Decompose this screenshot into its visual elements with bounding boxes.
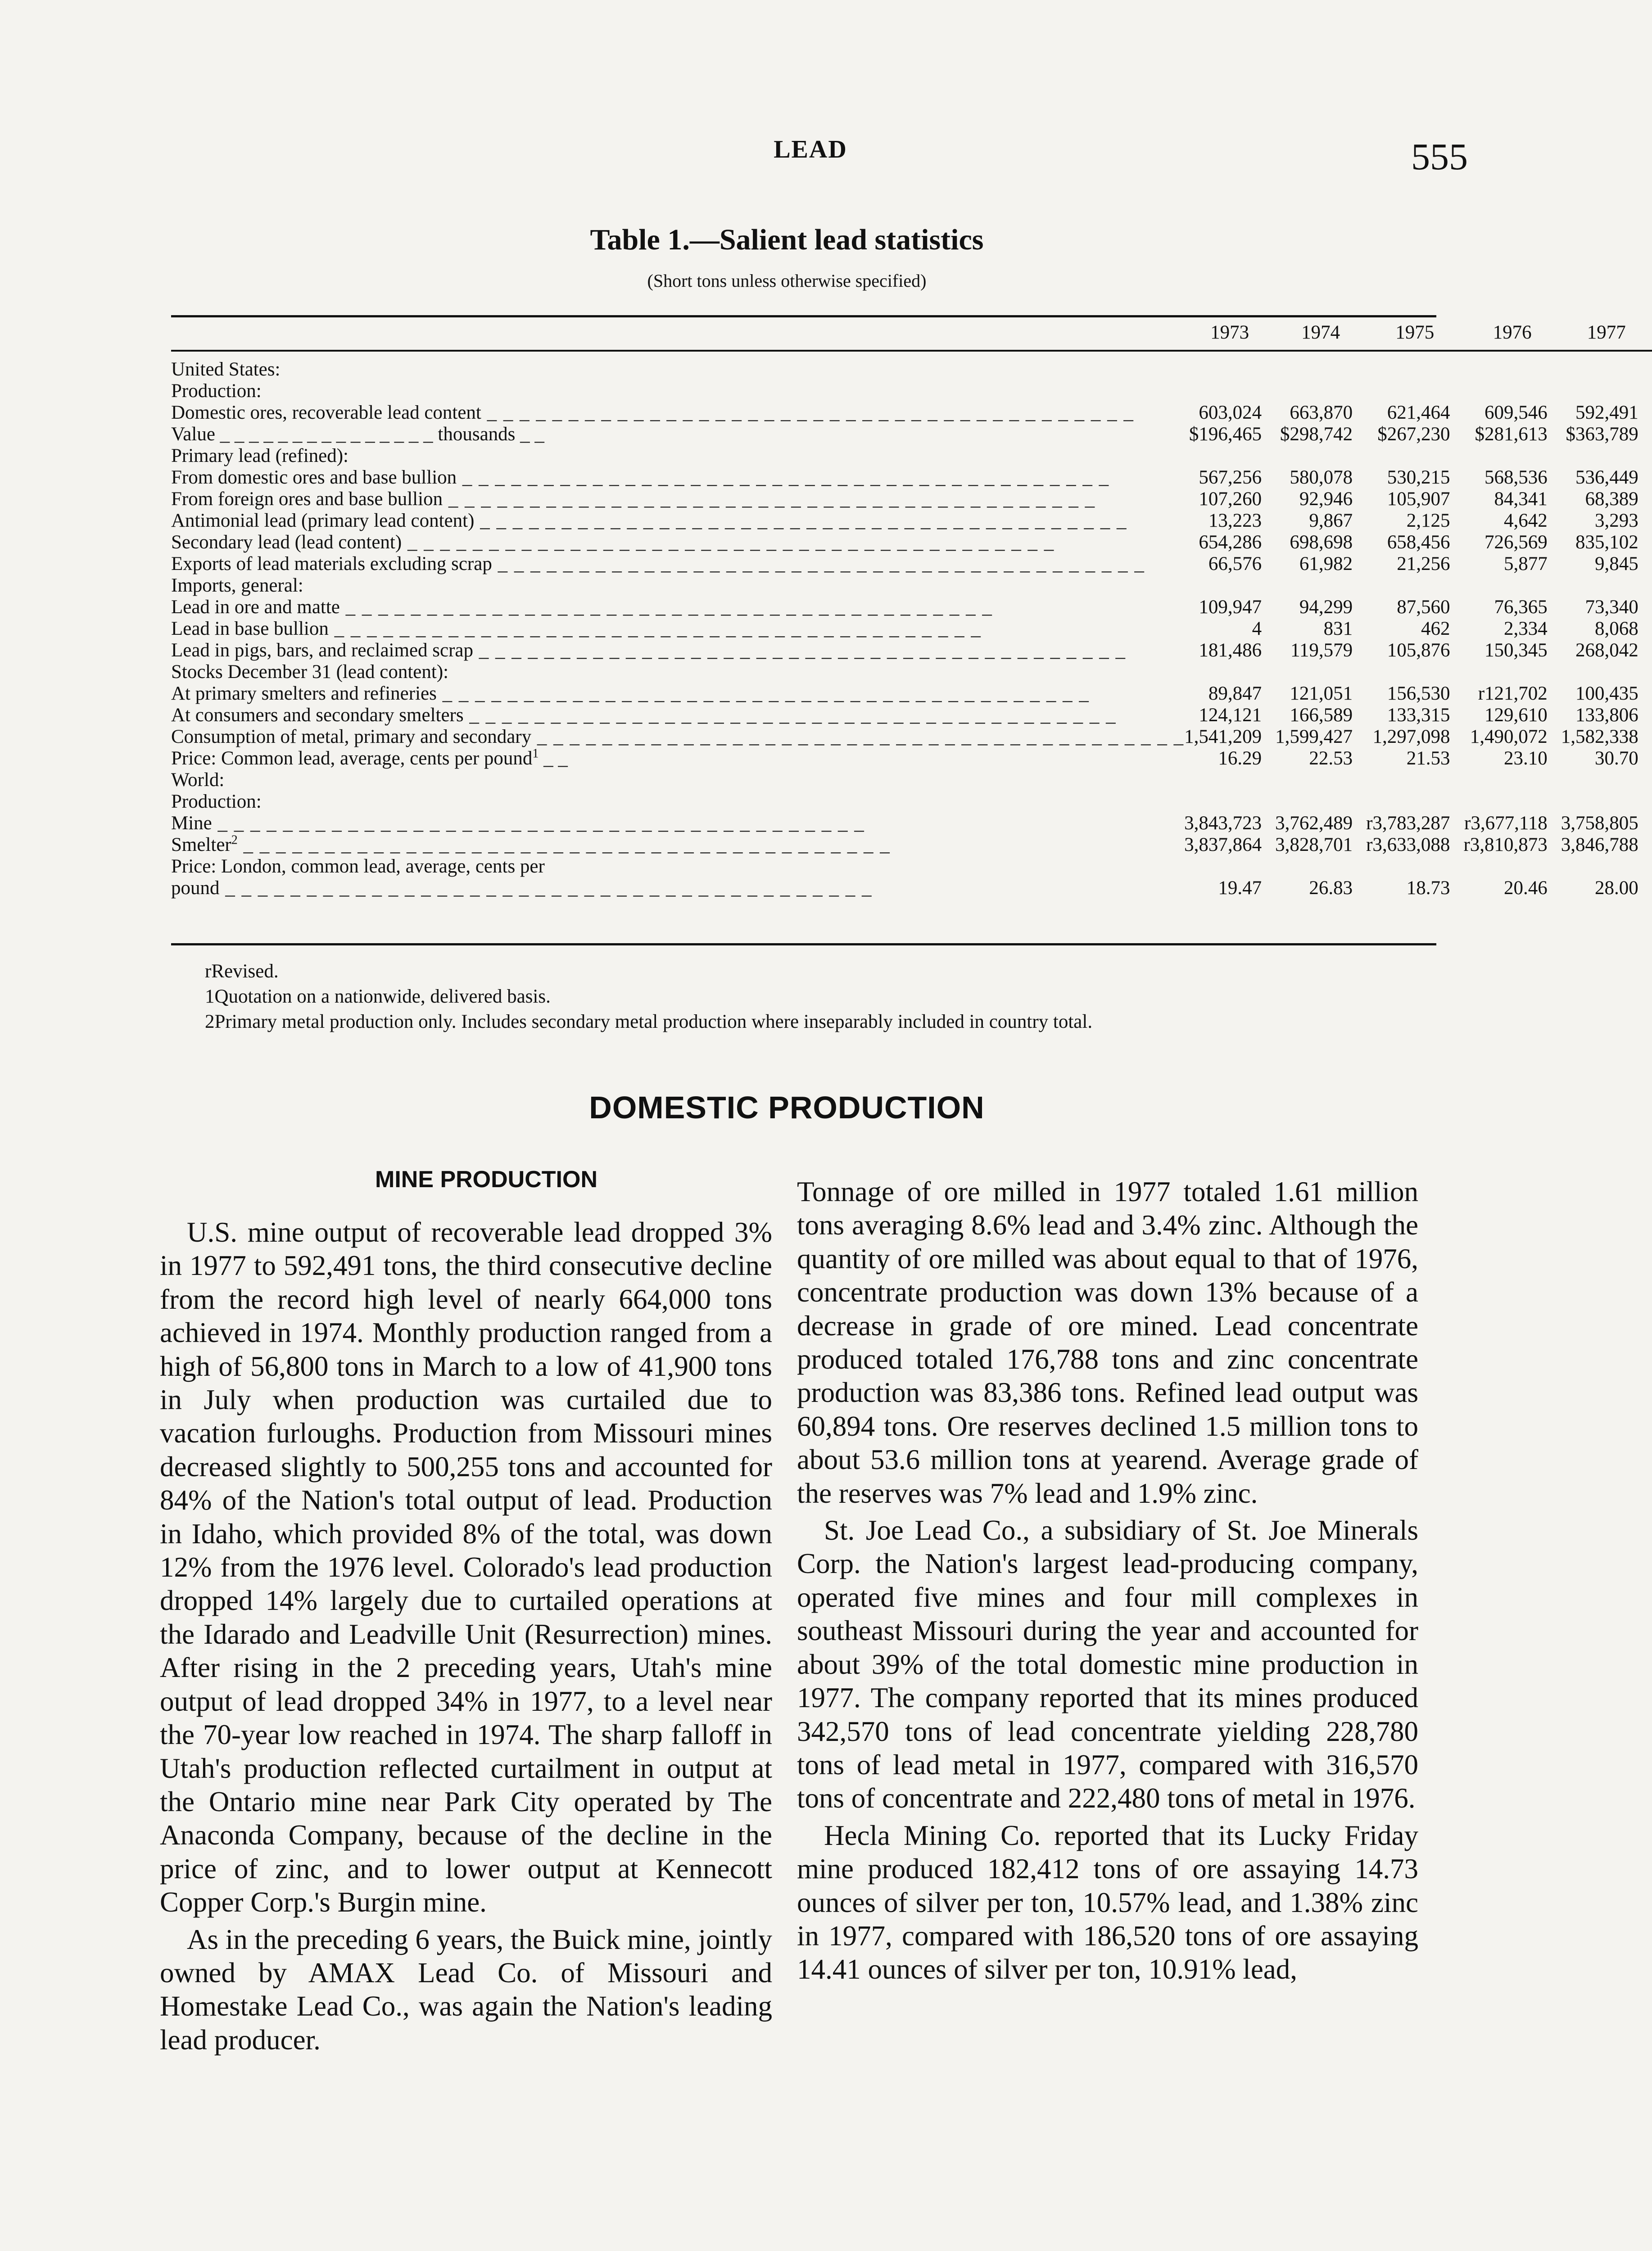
cell: 94,299 — [1299, 597, 1353, 618]
cell: 133,315 — [1387, 705, 1450, 726]
cell: 121,051 — [1290, 683, 1353, 704]
table-title: Table 1.—Salient lead statistics — [590, 223, 984, 256]
cell: 100,435 — [1575, 683, 1638, 704]
table-row — [171, 813, 1652, 834]
table-subtitle: (Short tons unless otherwise specified) — [647, 271, 927, 291]
cell: 9,845 — [1595, 553, 1638, 574]
cell: 19.47 — [1218, 877, 1262, 899]
table-row — [171, 726, 1652, 748]
table-row — [171, 597, 1652, 618]
cell: 73,340 — [1585, 597, 1638, 618]
cell: 1,297,098 — [1372, 726, 1450, 747]
cell: 1,490,072 — [1470, 726, 1548, 747]
year-header: 1973 — [1184, 317, 1275, 351]
cell: 3,758,805 — [1561, 813, 1638, 834]
row-label: Exports of lead materials excluding scrap _ _ _ — [171, 553, 1184, 575]
table-footnotes — [205, 959, 1466, 1035]
cell: 4 — [1252, 618, 1262, 639]
table-row — [171, 705, 1652, 726]
cell: 26.83 — [1309, 877, 1353, 899]
row-label: At primary smelters and refineries _ _ _ — [171, 683, 1184, 705]
cell: 5,877 — [1504, 553, 1548, 574]
cell: r3,810,873 — [1463, 834, 1548, 855]
cell: r121,702 — [1478, 683, 1548, 704]
cell: 92,946 — [1299, 488, 1353, 510]
cell: r3,633,088 — [1366, 834, 1450, 855]
table-bottom-rule — [171, 943, 1436, 945]
running-header: LEAD — [774, 136, 847, 163]
cell: 658,456 — [1387, 532, 1450, 553]
row-label: Lead in base bullion _ _ _ — [171, 618, 1184, 640]
year-header: 1976 — [1463, 317, 1561, 351]
cell: r3,677,118 — [1464, 813, 1548, 834]
cell: r3,783,287 — [1366, 813, 1450, 834]
cell: 726,569 — [1485, 532, 1548, 553]
paragraph: U.S. mine output of recoverable lead dropped 3% in 1977 to 592,491 tons, the third consecutive decline from the record high level of nearly 664,000 tons achieved in 1974. Monthly production ranged from a high of 56,800 tons in March to a low of 41,900 tons in July when production was curtailed due to vacation furloughs. Production from Missouri mines decreased slightly to 500,255 tons and accounted for 84% of the Nation's total output of lead. Production in Idaho, which provided 8% of the total, was down 12% from the 1976 level. Colorado's lead production dropped 14% largely due to curtailed operations at the Idarado and Leadville Unit (Resurrection) mines. After rising in the 2 preceding years, Utah's mine output of lead dropped 34% in 1977, to a level near the 70-year low reached in 1974. The sharp falloff in Utah's production reflected curtailment in output at the Ontario mine near Park City operated by The Anaconda Company, because of the decline in the price of zinc, and to lower output at Kennecott Copper Corp.'s Burgin mine. — [160, 1216, 772, 1918]
cell: 156,530 — [1387, 683, 1450, 704]
year-header: 1977 — [1561, 317, 1652, 351]
cell: $281,613 — [1475, 424, 1548, 445]
cell: 109,947 — [1199, 597, 1262, 618]
table-row — [171, 380, 1652, 402]
page-number: 555 — [1411, 136, 1468, 178]
cell: 2,334 — [1504, 618, 1548, 639]
table-row — [171, 553, 1652, 575]
table-row — [171, 683, 1652, 705]
table-row — [171, 510, 1652, 532]
footnote-1: 1Quotation on a nationwide, delivered basis. — [205, 986, 551, 1007]
row-label: United States: — [171, 359, 281, 380]
cell: 23.10 — [1504, 748, 1548, 769]
cell: 609,546 — [1485, 402, 1548, 423]
salient-statistics-table — [171, 317, 1652, 899]
cell: 166,589 — [1290, 705, 1353, 726]
row-label: World: — [171, 769, 225, 791]
cell: 16.29 — [1218, 748, 1262, 769]
year-header: 1974 — [1275, 317, 1366, 351]
cell: 530,215 — [1387, 467, 1450, 488]
cell: 3,837,864 — [1184, 834, 1262, 855]
table-row — [171, 856, 1652, 877]
cell: 603,024 — [1199, 402, 1262, 423]
table-row — [171, 877, 1652, 899]
cell: 654,286 — [1199, 532, 1262, 553]
sub-heading: MINE PRODUCTION — [375, 1166, 597, 1193]
cell: 3,846,788 — [1561, 834, 1638, 855]
cell: 592,491 — [1575, 402, 1638, 423]
cell: 3,762,489 — [1275, 813, 1353, 834]
table-row — [171, 748, 1652, 769]
cell: 268,042 — [1575, 640, 1638, 661]
row-label: Smelter$^2$ _ _ _ — [171, 834, 1184, 856]
table-row — [171, 618, 1652, 640]
table-row — [171, 467, 1652, 488]
cell: 124,121 — [1199, 705, 1262, 726]
cell: 4,642 — [1504, 510, 1548, 531]
cell: 580,078 — [1290, 467, 1353, 488]
header-label-cell — [171, 317, 1184, 351]
cell: 3,843,723 — [1184, 813, 1262, 834]
row-label: Lead in ore and matte _ _ _ — [171, 597, 1184, 618]
cell: 28.00 — [1595, 877, 1638, 899]
cell: 462 — [1421, 618, 1450, 639]
row-label: Primary lead (refined): — [171, 445, 349, 466]
cell: 119,579 — [1290, 640, 1353, 661]
cell: $267,230 — [1377, 424, 1450, 445]
table-row — [171, 424, 1652, 445]
row-label: Production: — [171, 791, 262, 812]
table-row — [171, 532, 1652, 553]
table-row — [171, 640, 1652, 661]
cell: $298,742 — [1280, 424, 1353, 445]
cell: 105,907 — [1387, 488, 1450, 510]
cell: 133,806 — [1575, 705, 1638, 726]
cell: 89,847 — [1208, 683, 1262, 704]
table-row — [171, 769, 1652, 791]
cell: 66,576 — [1208, 553, 1262, 574]
cell: $196,465 — [1189, 424, 1262, 445]
paragraph: St. Joe Lead Co., a subsidiary of St. Joe Minerals Corp. the Nation's largest lead-producing company, operated five mines and four mill complexes in southeast Missouri during the year and accounted for about 39% of the total domestic mine production in 1977. The company reported that its mines produced 342,570 tons of lead concentrate yielding 228,780 tons of lead metal in 1977, compared with 316,570 tons of concentrate and 222,480 tons of metal in 1976. — [797, 1514, 1418, 1814]
cell: 3,828,701 — [1275, 834, 1353, 855]
table-row — [171, 359, 1652, 380]
row-label: Price: Common lead, average, cents per pound$^1$ _ _ — [171, 746, 568, 769]
cell: 1,582,338 — [1561, 726, 1638, 747]
row-label: Domestic ores, recoverable lead content _ _ _ — [171, 402, 1184, 424]
row-label: Production: — [171, 380, 262, 402]
cell: 61,982 — [1299, 553, 1353, 574]
cell: 30.70 — [1595, 748, 1638, 769]
row-label: pound _ _ _ — [171, 877, 1184, 899]
row-label: Imports, general: — [171, 575, 303, 596]
cell: 9,867 — [1309, 510, 1353, 531]
table-row — [171, 791, 1652, 813]
cell: 18.73 — [1406, 877, 1450, 899]
row-label: Lead in pigs, bars, and reclaimed scrap _ _ _ — [171, 640, 1184, 661]
cell: 107,260 — [1199, 488, 1262, 510]
cell: 831 — [1323, 618, 1353, 639]
cell: 105,876 — [1387, 640, 1450, 661]
cell: 835,102 — [1575, 532, 1638, 553]
table-row — [171, 575, 1652, 597]
cell: 567,256 — [1199, 467, 1262, 488]
row-label: Price: London, common lead, average, cents per — [171, 856, 545, 877]
cell: 698,698 — [1290, 532, 1353, 553]
cell: 68,389 — [1585, 488, 1638, 510]
table-row — [171, 445, 1652, 467]
cell: 568,536 — [1485, 467, 1548, 488]
cell: 181,486 — [1199, 640, 1262, 661]
left-column — [160, 1216, 772, 2060]
paragraph: As in the preceding 6 years, the Buick mine, jointly owned by AMAX Lead Co. of Missouri and Homestake Lead Co., was again the Nation's leading lead producer. — [160, 1923, 772, 2056]
cell: 150,345 — [1485, 640, 1548, 661]
cell: 21.53 — [1406, 748, 1450, 769]
cell: 3,293 — [1595, 510, 1638, 531]
row-label: Secondary lead (lead content) _ _ _ — [171, 532, 1184, 553]
cell: 536,449 — [1575, 467, 1638, 488]
paragraph: Hecla Mining Co. reported that its Lucky Friday mine produced 182,412 tons of ore assaying 14.73 ounces of silver per ton, 10.57% lead, and 1.38% zinc in 1977, compared with 186,520 tons of ore assaying 14.41 ounces of silver per ton, 10.91% lead, — [797, 1819, 1418, 1985]
cell: 76,365 — [1494, 597, 1548, 618]
cell: 20.46 — [1504, 877, 1548, 899]
footnote-2: 2Primary metal production only. Includes secondary metal production where inseparably included in country total. — [205, 1011, 1093, 1032]
table-row — [171, 834, 1652, 856]
section-heading: DOMESTIC PRODUCTION — [589, 1090, 985, 1125]
cell: 87,560 — [1397, 597, 1450, 618]
cell: 663,870 — [1290, 402, 1353, 423]
row-label: Mine _ _ _ — [171, 813, 1184, 834]
cell: 129,610 — [1485, 705, 1548, 726]
row-label: From domestic ores and base bullion _ _ _ — [171, 467, 1184, 488]
cell: 21,256 — [1397, 553, 1450, 574]
table-row — [171, 402, 1652, 424]
table-header-row — [171, 317, 1652, 351]
cell: 8,068 — [1595, 618, 1638, 639]
row-label: Consumption of metal, primary and secondary _ _ _ — [171, 726, 1184, 748]
row-label: From foreign ores and base bullion _ _ _ — [171, 488, 1184, 510]
row-label: At consumers and secondary smelters _ _ _ — [171, 705, 1184, 726]
year-header: 1975 — [1366, 317, 1463, 351]
cell: 1,541,209 — [1184, 726, 1262, 747]
table-row — [171, 661, 1652, 683]
cell: $363,789 — [1566, 424, 1638, 445]
cell: 13,223 — [1208, 510, 1262, 531]
paragraph: Tonnage of ore milled in 1977 totaled 1.61 million tons averaging 8.6% lead and 3.4% zinc. Although the quantity of ore milled was about equal to that of 1976, concentrate production was down 13% because of a decrease in grade of ore mined. Lead concentrate produced totaled 176,788 tons and zinc concentrate production was 83,386 tons. Refined lead output was 60,894 tons. Ore reserves declined 1.5 million tons to about 53.6 million tons at yearend. Average grade of the reserves was 7% lead and 1.9% zinc. — [797, 1176, 1418, 1509]
footnote-revised: rRevised. — [205, 961, 279, 982]
row-label: Value _ _ _ _ _ _ _ _ _ _ _ _ _ _ _ thousands _ _ — [171, 424, 544, 445]
cell: 1,599,427 — [1275, 726, 1353, 747]
row-label: Antimonial lead (primary lead content) _ _ _ — [171, 510, 1184, 532]
cell: 621,464 — [1387, 402, 1450, 423]
cell: 2,125 — [1406, 510, 1450, 531]
cell: 84,341 — [1494, 488, 1548, 510]
table-row — [171, 488, 1652, 510]
right-column — [797, 1175, 1418, 1990]
cell: 22.53 — [1309, 748, 1353, 769]
row-label: Stocks December 31 (lead content): — [171, 661, 449, 683]
